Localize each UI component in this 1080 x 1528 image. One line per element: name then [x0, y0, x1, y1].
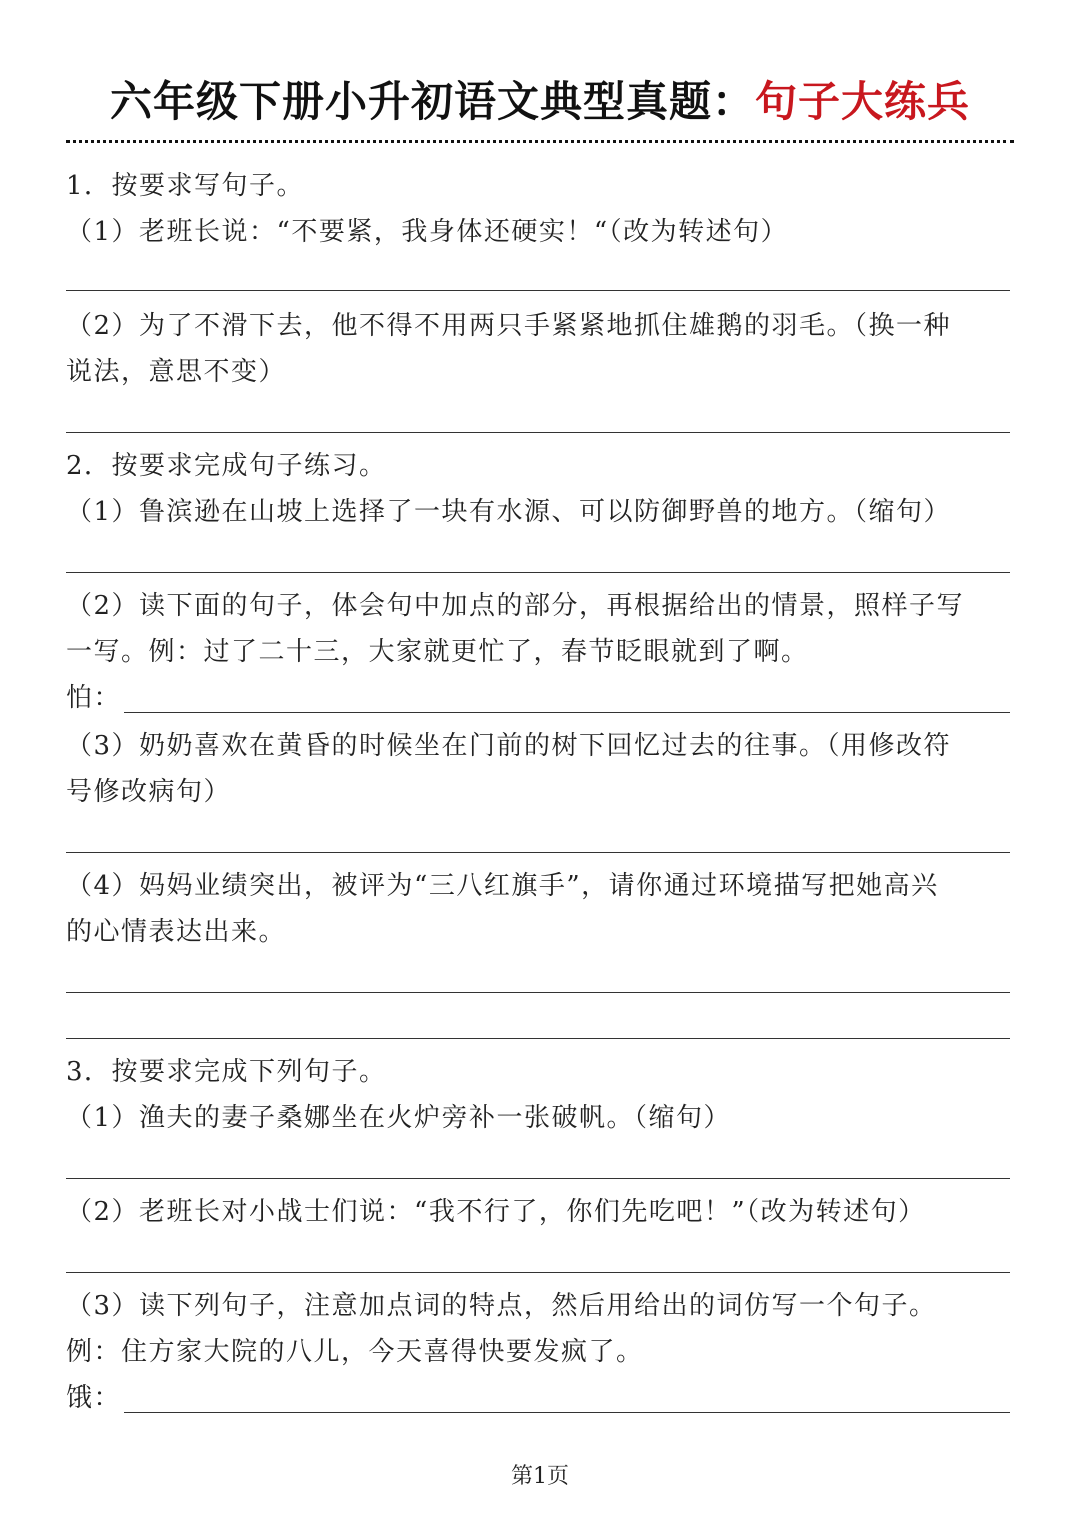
q1-part2-text-line2: 说法，意思不变）	[66, 357, 287, 387]
answer-line-q1-2[interactable]	[66, 432, 1010, 433]
answer-line-q3-2[interactable]	[66, 1272, 1010, 1273]
q1-heading: 1．按要求写句子。	[66, 171, 305, 201]
answer-line-q2-1[interactable]	[66, 572, 1010, 573]
q2-part2-prompt: 怕：	[66, 683, 122, 713]
title-accent: 句子大练兵	[755, 77, 971, 126]
answer-line-q2-2[interactable]	[124, 712, 1010, 713]
q2-part2-text-line1: （2）读下面的句子，体会句中加点的部分，再根据给出的情景，照样子写	[66, 591, 965, 621]
q3-part3-example: 例：住方家大院的八儿，今天喜得快要发疯了。	[66, 1337, 644, 1367]
answer-line-q2-4b[interactable]	[66, 1038, 1010, 1039]
answer-line-q3-1[interactable]	[66, 1178, 1010, 1179]
q2-part1-text: （1）鲁滨逊在山坡上选择了一块有水源、可以防御野兽的地方。（缩句）	[66, 497, 952, 527]
q2-part3-text-line2: 号修改病句）	[66, 777, 232, 807]
q3-heading: 3．按要求完成下列句子。	[66, 1057, 387, 1087]
title-main: 六年级下册小升初语文典型真题：	[109, 77, 755, 126]
q3-part3-text: （3）读下列句子，注意加点词的特点，然后用给出的词仿写一个句子。	[66, 1291, 937, 1321]
q2-part3-text-line1: （3）奶奶喜欢在黄昏的时候坐在门前的树下回忆过去的往事。（用修改符	[66, 731, 952, 761]
title-divider	[66, 140, 1014, 143]
q3-part2-text: （2）老班长对小战士们说：“我不行了，你们先吃吧！”（改为转述句）	[66, 1197, 926, 1227]
answer-line-q2-3[interactable]	[66, 852, 1010, 853]
answer-line-q1-1[interactable]	[66, 290, 1010, 291]
answer-line-q2-4a[interactable]	[66, 992, 1010, 993]
q3-part1-text: （1）渔夫的妻子桑娜坐在火炉旁补一张破帆。（缩句）	[66, 1103, 732, 1133]
q2-part2-text-line2: 一写。例：过了二十三，大家就更忙了，春节眨眼就到了啊。	[66, 637, 809, 667]
page-title	[0, 72, 1080, 132]
page-number: 第1页	[511, 1464, 569, 1489]
q1-part1-text: （1）老班长说：“不要紧，我身体还硬实！“（改为转述句）	[66, 217, 789, 247]
q2-part4-text-line2: 的心情表达出来。	[66, 917, 287, 947]
q1-part2-text-line1: （2）为了不滑下去，他不得不用两只手紧紧地抓住雄鹅的羽毛。（换一种	[66, 311, 952, 341]
answer-line-q3-3[interactable]	[124, 1412, 1010, 1413]
q2-heading: 2．按要求完成句子练习。	[66, 451, 387, 481]
q2-part4-text-line1: （4）妈妈业绩突出，被评为“三八红旗手”，请你通过环境描写把她高兴	[66, 871, 939, 901]
q3-part3-prompt: 饿：	[66, 1383, 122, 1413]
